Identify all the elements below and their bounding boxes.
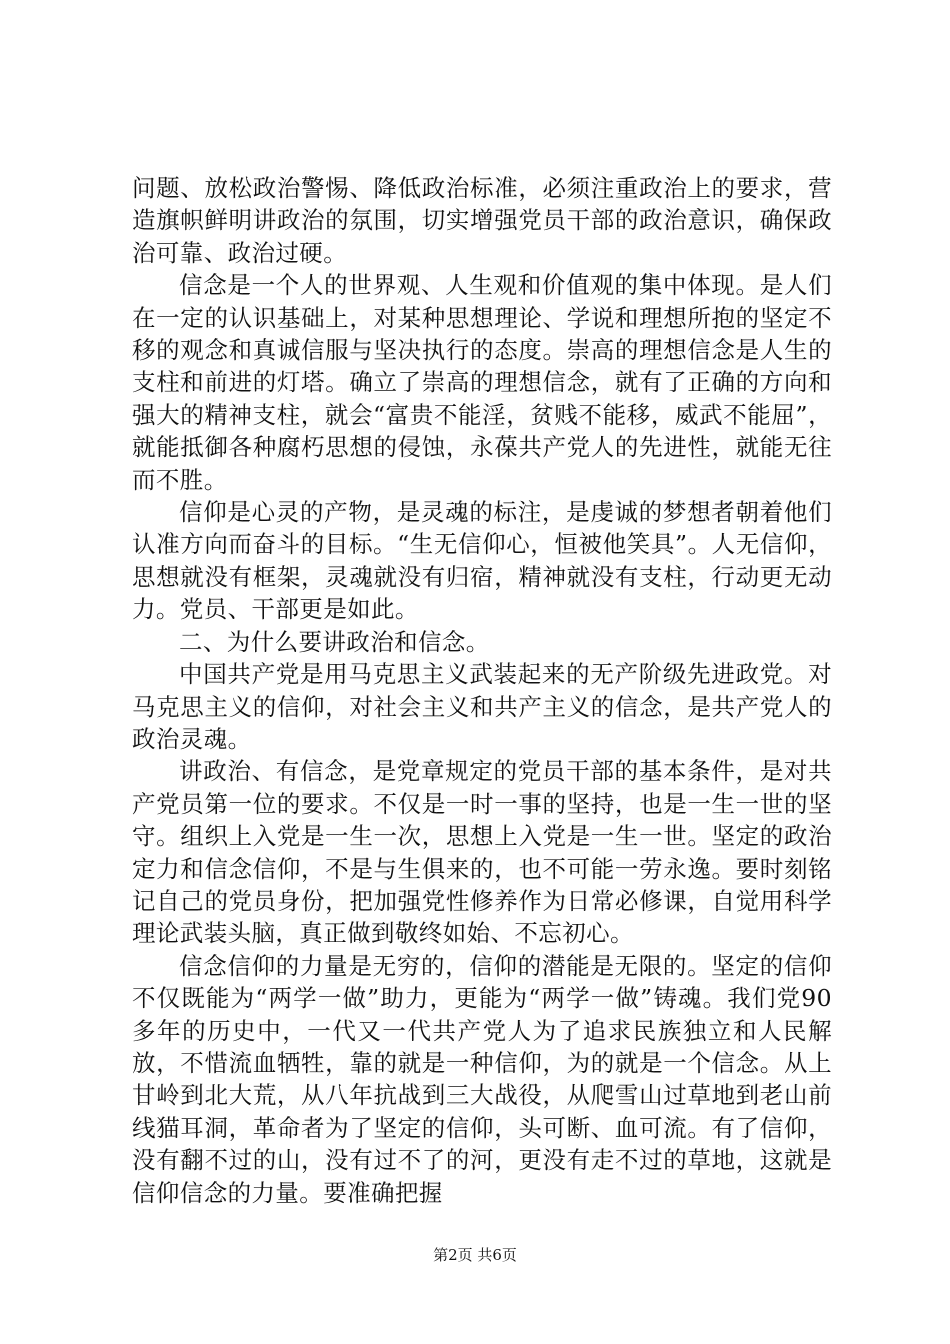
- paragraph-belief-definition: 信念是一个人的世界观、人生观和价值观的集中体现。是人们在一定的认识基础上，对某种思想理论、学说和理想所抱的坚定不移的观念和真诚信服与坚决执行的态度。崇高的理想信念是人生的支柱和前进的灯塔。确立了崇高的理想信念，就有了正确的方向和强大的精神支柱，就会“富贵不能淫，贫贱不能移，威武不能屈”，就能抵御各种腐朽思想的侵蚀，永葆共产党人的先进性，就能无往而不胜。: [132, 271, 832, 494]
- section-heading-why: 二、为什么要讲政治和信念。: [179, 627, 490, 656]
- page-footer: 第2页 共6页: [433, 1246, 517, 1264]
- paragraph-party-soul: 中国共产党是用马克思主义武装起来的无产阶级先进政党。对马克思主义的信仰，对社会主义和共产主义的信念，是共产党人的政治灵魂。: [132, 660, 832, 753]
- paragraph-party-requirements: 讲政治、有信念，是党章规定的党员干部的基本条件，是对共产党员第一位的要求。不仅是一时一事的坚持，也是一生一世的坚守。组织上入党是一生一次，思想上入党是一生一世。坚定的政治定力和信念信仰，不是与生俱来的，也不可能一劳永逸。要时刻铭记自己的党员身份，把加强党性修养作为日常必修课，自觉用科学理论武装头脑，真正做到敬终如始、不忘初心。: [132, 757, 832, 948]
- document-body: [132, 172, 832, 1209]
- paragraph-continued: 问题、放松政治警惕、降低政治标准，必须注重政治上的要求，营造旗帜鲜明讲政治的氛围，切实增强党员干部的政治意识，确保政治可靠、政治过硬。: [132, 174, 832, 267]
- paragraph-faith-power: 信念信仰的力量是无穷的，信仰的潜能是无限的。坚定的信仰不仅既能为“两学一做”助力，更能为“两学一做”铸魂。我们党90多年的历史中，一代又一代共产党人为了追求民族独立和人民解放，不惜流血牺牲，靠的就是一种信仰，为的就是一个信念。从上甘岭到北大荒，从八年抗战到三大战役，从爬雪山过草地到老山前线猫耳洞，革命者为了坚定的信仰，头可断、血可流。有了信仰，没有翻不过的山，没有过不了的河，更没有走不过的草地，这就是信仰信念的力量。要准确把握: [132, 951, 832, 1207]
- paragraph-faith-definition: 信仰是心灵的产物，是灵魂的标注，是虔诚的梦想者朝着他们认准方向而奋斗的目标。“生无信仰心，恒被他笑具”。人无信仰，思想就没有框架，灵魂就没有归宿，精神就没有支柱，行动更无动力。党员、干部更是如此。: [132, 498, 832, 624]
